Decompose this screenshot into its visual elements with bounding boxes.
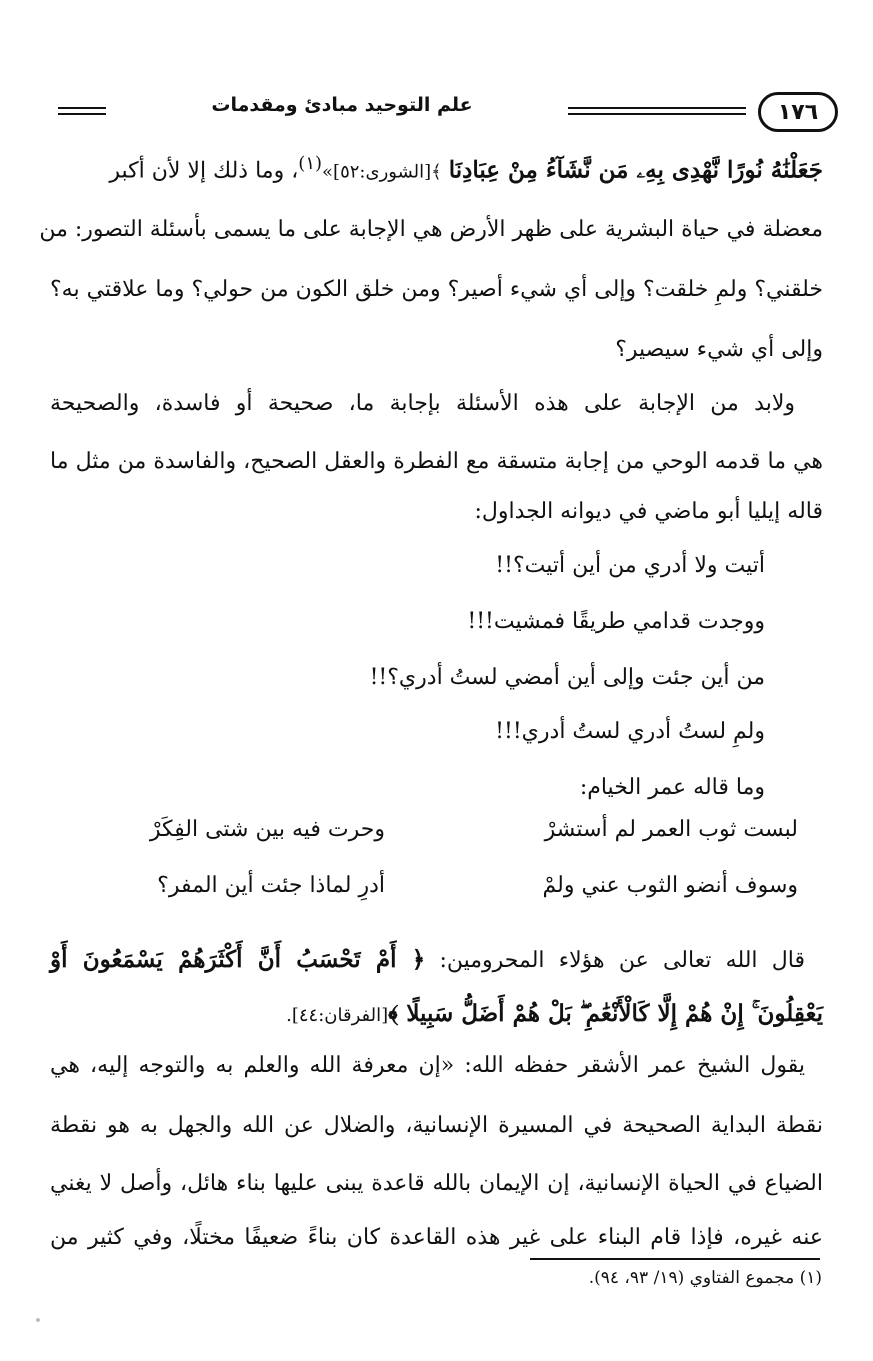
footnote-rule <box>530 1258 820 1260</box>
poem-line: ولمِ لستُ أدري لستُ أدري!!! <box>495 719 765 744</box>
text-line-6: هي ما قدمه الوحي من إجابة متسقة مع الفطرة والعقل الصحيح، والفاسدة من مثل ما <box>50 449 823 474</box>
text-line-5: ولابد من الإجابة على هذه الأسئلة بإجابة ما، صحيحة أو فاسدة، والصحيحة <box>50 391 795 416</box>
footnote: (١) مجموع الفتاوي (١٩/ ٩٣، ٩٤). <box>588 1268 822 1288</box>
text-line-4: وإلى أي شيء سيصير؟ <box>615 337 823 362</box>
header-rule-left <box>58 107 106 115</box>
quran-verse: يَعْقِلُونَ ۚ إِنْ هُمْ إِلَّا كَالْأَنْعَٰمِ ۖ بَلْ هُمْ أَضَلُّ سَبِيلًا ﴾ <box>388 1000 823 1027</box>
quran-verse: ﴿ أَمْ تَحْسَبُ أَنَّ أَكْثَرَهُمْ يَسْمَعُونَ أَوْ <box>50 946 426 973</box>
text-line-16: نقطة البداية الصحيحة في المسيرة الإنسانية، والضلال عن الله والجهل به هو نقطة <box>50 1113 823 1138</box>
text-line-2: معضلة في حياة البشرية على ظهر الأرض هي الإجابة على ما يسمى بأسئلة التصور: من <box>39 217 823 242</box>
text-line-15: يقول الشيخ عمر الأشقر حفظه الله: «إن معرفة الله والعلم به والتوجه إليه، هي <box>50 1053 805 1078</box>
page-header <box>58 92 838 138</box>
hemistich-left: وحرت فيه بين شتى الفِكَرْ <box>149 817 385 842</box>
hemistich-right: وسوف أنضو الثوب عني ولمْ <box>542 873 798 898</box>
quran-verse: جَعَلْنَٰهُ نُورًا نَّهْدِى بِهِۦ مَن نَّشَآءُ مِنْ عِبَادِنَا <box>448 156 823 184</box>
scan-speck <box>36 1318 40 1322</box>
text-line-14 <box>50 994 823 1034</box>
poem-line: أتيت ولا أدري من أين أتيت؟!! <box>495 553 765 578</box>
text-line-7: قاله إيليا أبو ماضي في ديوانه الجداول: <box>474 499 823 524</box>
hemistich-left: أدرِ لماذا جئت أين المفر؟ <box>157 873 385 898</box>
verse-citation: [الفرقان:٤٤]. <box>286 1005 389 1026</box>
text-line-17: الضياع في الحياة الإنسانية، إن الإيمان بالله قاعدة يبنى عليها بناء هائل، وأصل لا يغني <box>50 1171 823 1196</box>
running-title: علم التوحيد مبادئ ومقدمات <box>211 94 473 116</box>
page-number: ١٧٦ <box>758 92 838 132</box>
text-line-1 <box>50 144 823 184</box>
header-rule-right <box>568 107 746 115</box>
footnote-marker: (١) <box>298 153 323 174</box>
text-line-3: خلقني؟ ولمِ خلقت؟ وإلى أي شيء أصير؟ ومن خلق الكون من حولي؟ وما علاقتي به؟ <box>50 277 823 302</box>
khayyam-intro: وما قاله عمر الخيام: <box>579 775 765 800</box>
verse-citation: ﴾[الشورى:٥٢]» <box>322 161 442 183</box>
hemistich-right: لبست ثوب العمر لم أستشرْ <box>544 817 798 842</box>
line-text: قال الله تعالى عن هؤلاء المحرومين: <box>439 948 805 973</box>
text-line-18: عنه غيره، فإذا قام البناء على غير هذه القاعدة كان بناءً ضعيفًا مختلًا، وفي كثير من <box>50 1225 823 1250</box>
text-line-13 <box>50 940 805 980</box>
line-text: ، وما ذلك إلا لأن أكبر <box>109 158 299 184</box>
poem-line: ووجدت قدامي طريقًا فمشيت!!! <box>467 609 765 634</box>
poem-line: من أين جئت وإلى أين أمضي لستُ أدري؟!! <box>369 665 765 690</box>
